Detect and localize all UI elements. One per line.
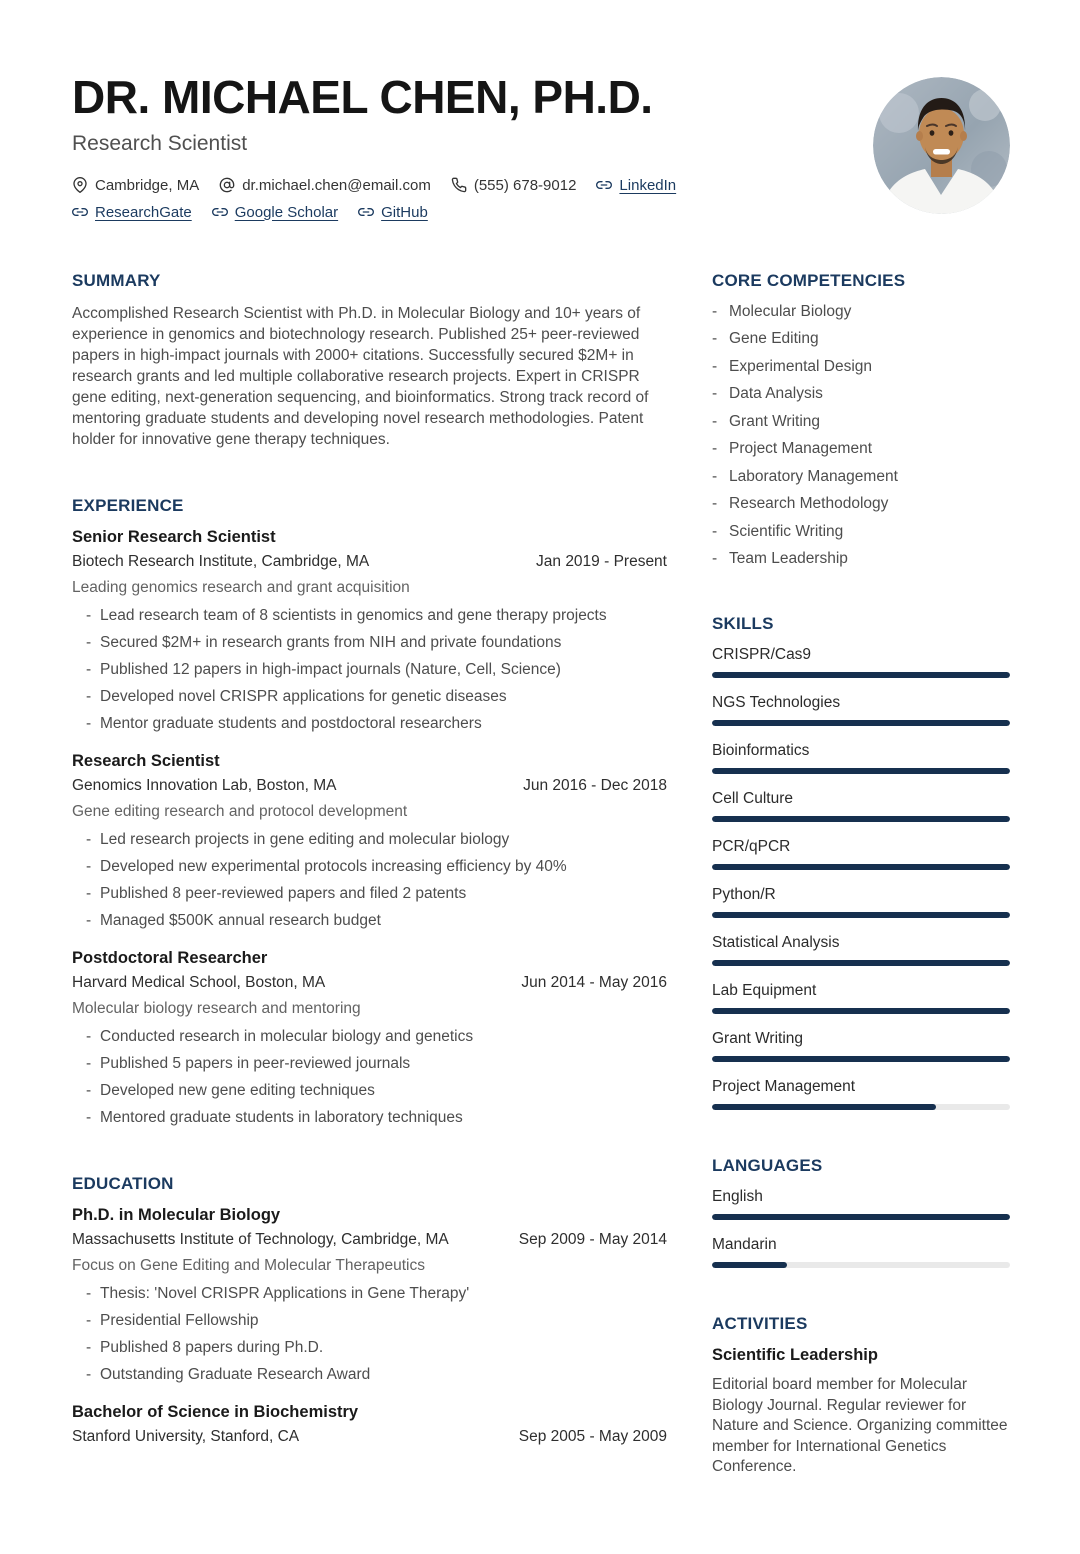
bullet-item: - Led research projects in gene editing and molecular biology [72, 830, 667, 850]
contact-row-1 [72, 177, 732, 194]
summary-section [72, 271, 667, 450]
language-bar-fill [712, 1214, 1010, 1220]
degree-bullet-list [72, 1284, 667, 1385]
degree-entry [72, 1206, 667, 1385]
competency-item: - Data Analysis [712, 385, 1010, 403]
job-title: Senior Research Scientist [72, 527, 276, 546]
skill-bar-fill [712, 816, 1010, 822]
job-description: Molecular biology research and mentoring [72, 999, 361, 1017]
skill-bar-fill [712, 1104, 936, 1110]
skill-bar-track [712, 912, 1010, 918]
language-item [712, 1188, 1010, 1220]
left-column [72, 271, 667, 1524]
contact-google-scholar [212, 204, 338, 221]
link-icon [72, 204, 88, 220]
bullet-item: - Managed $500K annual research budget [72, 911, 667, 931]
skill-bar-track [712, 816, 1010, 822]
bullet-item: - Published 12 papers in high-impact journals (Nature, Cell, Science) [72, 660, 667, 680]
bullet-item: - Secured $2M+ in research grants from NIH and private foundations [72, 633, 667, 653]
skill-bar-track [712, 720, 1010, 726]
skill-bar-fill [712, 960, 1010, 966]
skill-item [712, 790, 1010, 822]
skill-item [712, 934, 1010, 966]
language-bar-track [712, 1214, 1010, 1220]
page-title: DR. MICHAEL CHEN, PH.D. [72, 71, 653, 123]
skill-item [712, 646, 1010, 678]
job-bullet-list [72, 606, 667, 734]
link-icon [212, 204, 228, 220]
languages-section [712, 1156, 1010, 1268]
degree-description: Focus on Gene Editing and Molecular Therapeutics [72, 1256, 425, 1274]
job-company: Genomics Innovation Lab, Boston, MA [72, 776, 337, 794]
job-entry [72, 949, 667, 1128]
language-bar-fill [712, 1262, 787, 1268]
summary-text: Accomplished Research Scientist with Ph.D. in Molecular Biology and 10+ years of experience in genomics and biotechnology research. Published 25+ peer-reviewed papers in high-impact journals with 2000+ citations. Successfully secured $2M+ in research grants and led multiple collaborative research projects. Expert in CRISPR gene editing, next-generation sequencing, and bioinformatics. Strong track record of mentoring graduate students and developing novel research methodologies. Patent holder for innovative gene therapy techniques. [72, 304, 649, 448]
bullet-item: - Published 5 papers in peer-reviewed journals [72, 1054, 667, 1074]
degree-school: Massachusetts Institute of Technology, Cambridge, MA [72, 1230, 449, 1248]
skill-label: Project Management [712, 1078, 856, 1096]
bullet-item: - Published 8 papers during Ph.D. [72, 1338, 667, 1358]
skill-bar-track [712, 1104, 1010, 1110]
skill-bar-fill [712, 720, 1010, 726]
skill-bar-track [712, 1008, 1010, 1014]
skill-bar-fill [712, 1056, 1010, 1062]
degree-title: Bachelor of Science in Biochemistry [72, 1402, 359, 1421]
job-title: Research Scientist [72, 751, 220, 770]
languages-heading: LANGUAGES [712, 1156, 823, 1176]
google-scholar-link[interactable]: Google Scholar [234, 203, 339, 221]
bullet-item: - Lead research team of 8 scientists in genomics and gene therapy projects [72, 606, 667, 626]
language-item [712, 1236, 1010, 1268]
skill-item [712, 694, 1010, 726]
skill-label: PCR/qPCR [712, 838, 791, 856]
job-company: Biotech Research Institute, Cambridge, MA [72, 552, 370, 570]
bullet-item: - Developed new experimental protocols increasing efficiency by 40% [72, 857, 667, 877]
job-title: Postdoctoral Researcher [72, 948, 268, 967]
language-label: English [712, 1188, 763, 1206]
researchgate-link[interactable]: ResearchGate [95, 203, 192, 221]
competency-list [712, 303, 1010, 569]
bullet-item: - Mentored graduate students in laboratory techniques [72, 1108, 667, 1128]
skill-label: Lab Equipment [712, 982, 817, 1000]
skill-label: Grant Writing [712, 1030, 804, 1048]
competency-item: - Scientific Writing [712, 523, 1010, 541]
skill-bar-track [712, 864, 1010, 870]
skill-bar-track [712, 960, 1010, 966]
contact-phone: (555) 678-9012 [451, 177, 577, 194]
core-competencies-section [712, 271, 1010, 569]
skill-bar-fill [712, 864, 1010, 870]
contact-github [358, 204, 428, 221]
skills-section [712, 614, 1010, 1110]
competency-item: - Research Methodology [712, 495, 1010, 513]
github-link[interactable]: GitHub [381, 203, 428, 221]
degree-dates: Sep 2009 - May 2014 [518, 1230, 667, 1248]
professional-title: Research Scientist [72, 131, 248, 155]
right-column [712, 271, 1010, 1524]
job-description: Leading genomics research and grant acquisition [72, 578, 410, 596]
skill-label: Cell Culture [712, 790, 793, 808]
education-heading: EDUCATION [72, 1173, 174, 1193]
competency-item: - Gene Editing [712, 330, 1010, 348]
competency-item: - Molecular Biology [712, 303, 1010, 321]
contact-researchgate [72, 204, 192, 221]
job-description: Gene editing research and protocol development [72, 802, 408, 820]
degree-title: Ph.D. in Molecular Biology [72, 1205, 281, 1224]
skill-bar-fill [712, 672, 1010, 678]
skill-label: NGS Technologies [712, 694, 841, 712]
location-icon [72, 177, 88, 193]
job-dates: Jun 2016 - Dec 2018 [523, 776, 667, 794]
degree-school: Stanford University, Stanford, CA [72, 1427, 300, 1445]
degree-entry [72, 1403, 667, 1447]
experience-heading: EXPERIENCE [72, 495, 184, 515]
education-section [72, 1174, 667, 1447]
degree-dates: Sep 2005 - May 2009 [518, 1427, 667, 1445]
contact-email: dr.michael.chen@email.com [219, 177, 431, 194]
skill-bar-track [712, 768, 1010, 774]
core-competencies-heading: CORE COMPETENCIES [712, 270, 906, 290]
skill-item [712, 1030, 1010, 1062]
skill-label: Python/R [712, 886, 776, 904]
job-entry [72, 752, 667, 931]
skill-label: Statistical Analysis [712, 934, 840, 952]
experience-section [72, 496, 667, 1128]
job-dates: Jan 2019 - Present [536, 552, 667, 570]
skill-label: CRISPR/Cas9 [712, 646, 812, 664]
link-icon [596, 177, 612, 193]
activity-text: Editorial board member for Molecular Biology Journal. Regular reviewer for Nature and Science. Organizing committee member for International Genetics Conference. [712, 1376, 1008, 1476]
skill-list [712, 646, 1010, 1110]
language-list [712, 1188, 1010, 1268]
bullet-item: - Developed novel CRISPR applications for genetic diseases [72, 687, 667, 707]
job-company: Harvard Medical School, Boston, MA [72, 973, 326, 991]
header [72, 72, 1010, 231]
skill-bar-fill [712, 912, 1010, 918]
main-content [72, 271, 1010, 1524]
competency-item: - Experimental Design [712, 358, 1010, 376]
skill-item [712, 742, 1010, 774]
language-bar-track [712, 1262, 1010, 1268]
skill-item [712, 886, 1010, 918]
competency-item: - Grant Writing [712, 413, 1010, 431]
bullet-item: - Mentor graduate students and postdoctoral researchers [72, 714, 667, 734]
competency-item: - Project Management [712, 440, 1010, 458]
phone-icon [451, 177, 467, 193]
skill-item [712, 1078, 1010, 1110]
skill-bar-fill [712, 768, 1010, 774]
bullet-item: - Outstanding Graduate Research Award [72, 1365, 667, 1385]
bullet-item: - Thesis: 'Novel CRISPR Applications in Gene Therapy' [72, 1284, 667, 1304]
job-bullet-list [72, 1027, 667, 1128]
job-dates: Jun 2014 - May 2016 [521, 973, 667, 991]
skill-bar-track [712, 1056, 1010, 1062]
profile-photo [873, 77, 1010, 214]
activities-section [712, 1314, 1010, 1478]
job-entry [72, 528, 667, 734]
skill-bar-track [712, 672, 1010, 678]
language-label: Mandarin [712, 1236, 777, 1254]
summary-heading: SUMMARY [72, 270, 161, 290]
at-icon [219, 177, 235, 193]
linkedin-link[interactable]: LinkedIn [619, 176, 677, 194]
activity-subheading: Scientific Leadership [712, 1346, 878, 1365]
competency-item: - Laboratory Management [712, 468, 1010, 486]
bullet-item: - Published 8 peer-reviewed papers and filed 2 patents [72, 884, 667, 904]
contact-row-2 [72, 204, 732, 221]
skill-item [712, 982, 1010, 1014]
contact-location: Cambridge, MA [72, 177, 199, 194]
job-bullet-list [72, 830, 667, 931]
contact-linkedin [596, 177, 676, 194]
link-icon [358, 204, 374, 220]
competency-item: - Team Leadership [712, 550, 1010, 568]
bullet-item: - Presidential Fellowship [72, 1311, 667, 1331]
skill-bar-fill [712, 1008, 1010, 1014]
skill-item [712, 838, 1010, 870]
activities-heading: ACTIVITIES [712, 1314, 808, 1334]
bullet-item: - Conducted research in molecular biology and genetics [72, 1027, 667, 1047]
skills-heading: SKILLS [712, 614, 774, 634]
skill-label: Bioinformatics [712, 742, 810, 760]
bullet-item: - Developed new gene editing techniques [72, 1081, 667, 1101]
